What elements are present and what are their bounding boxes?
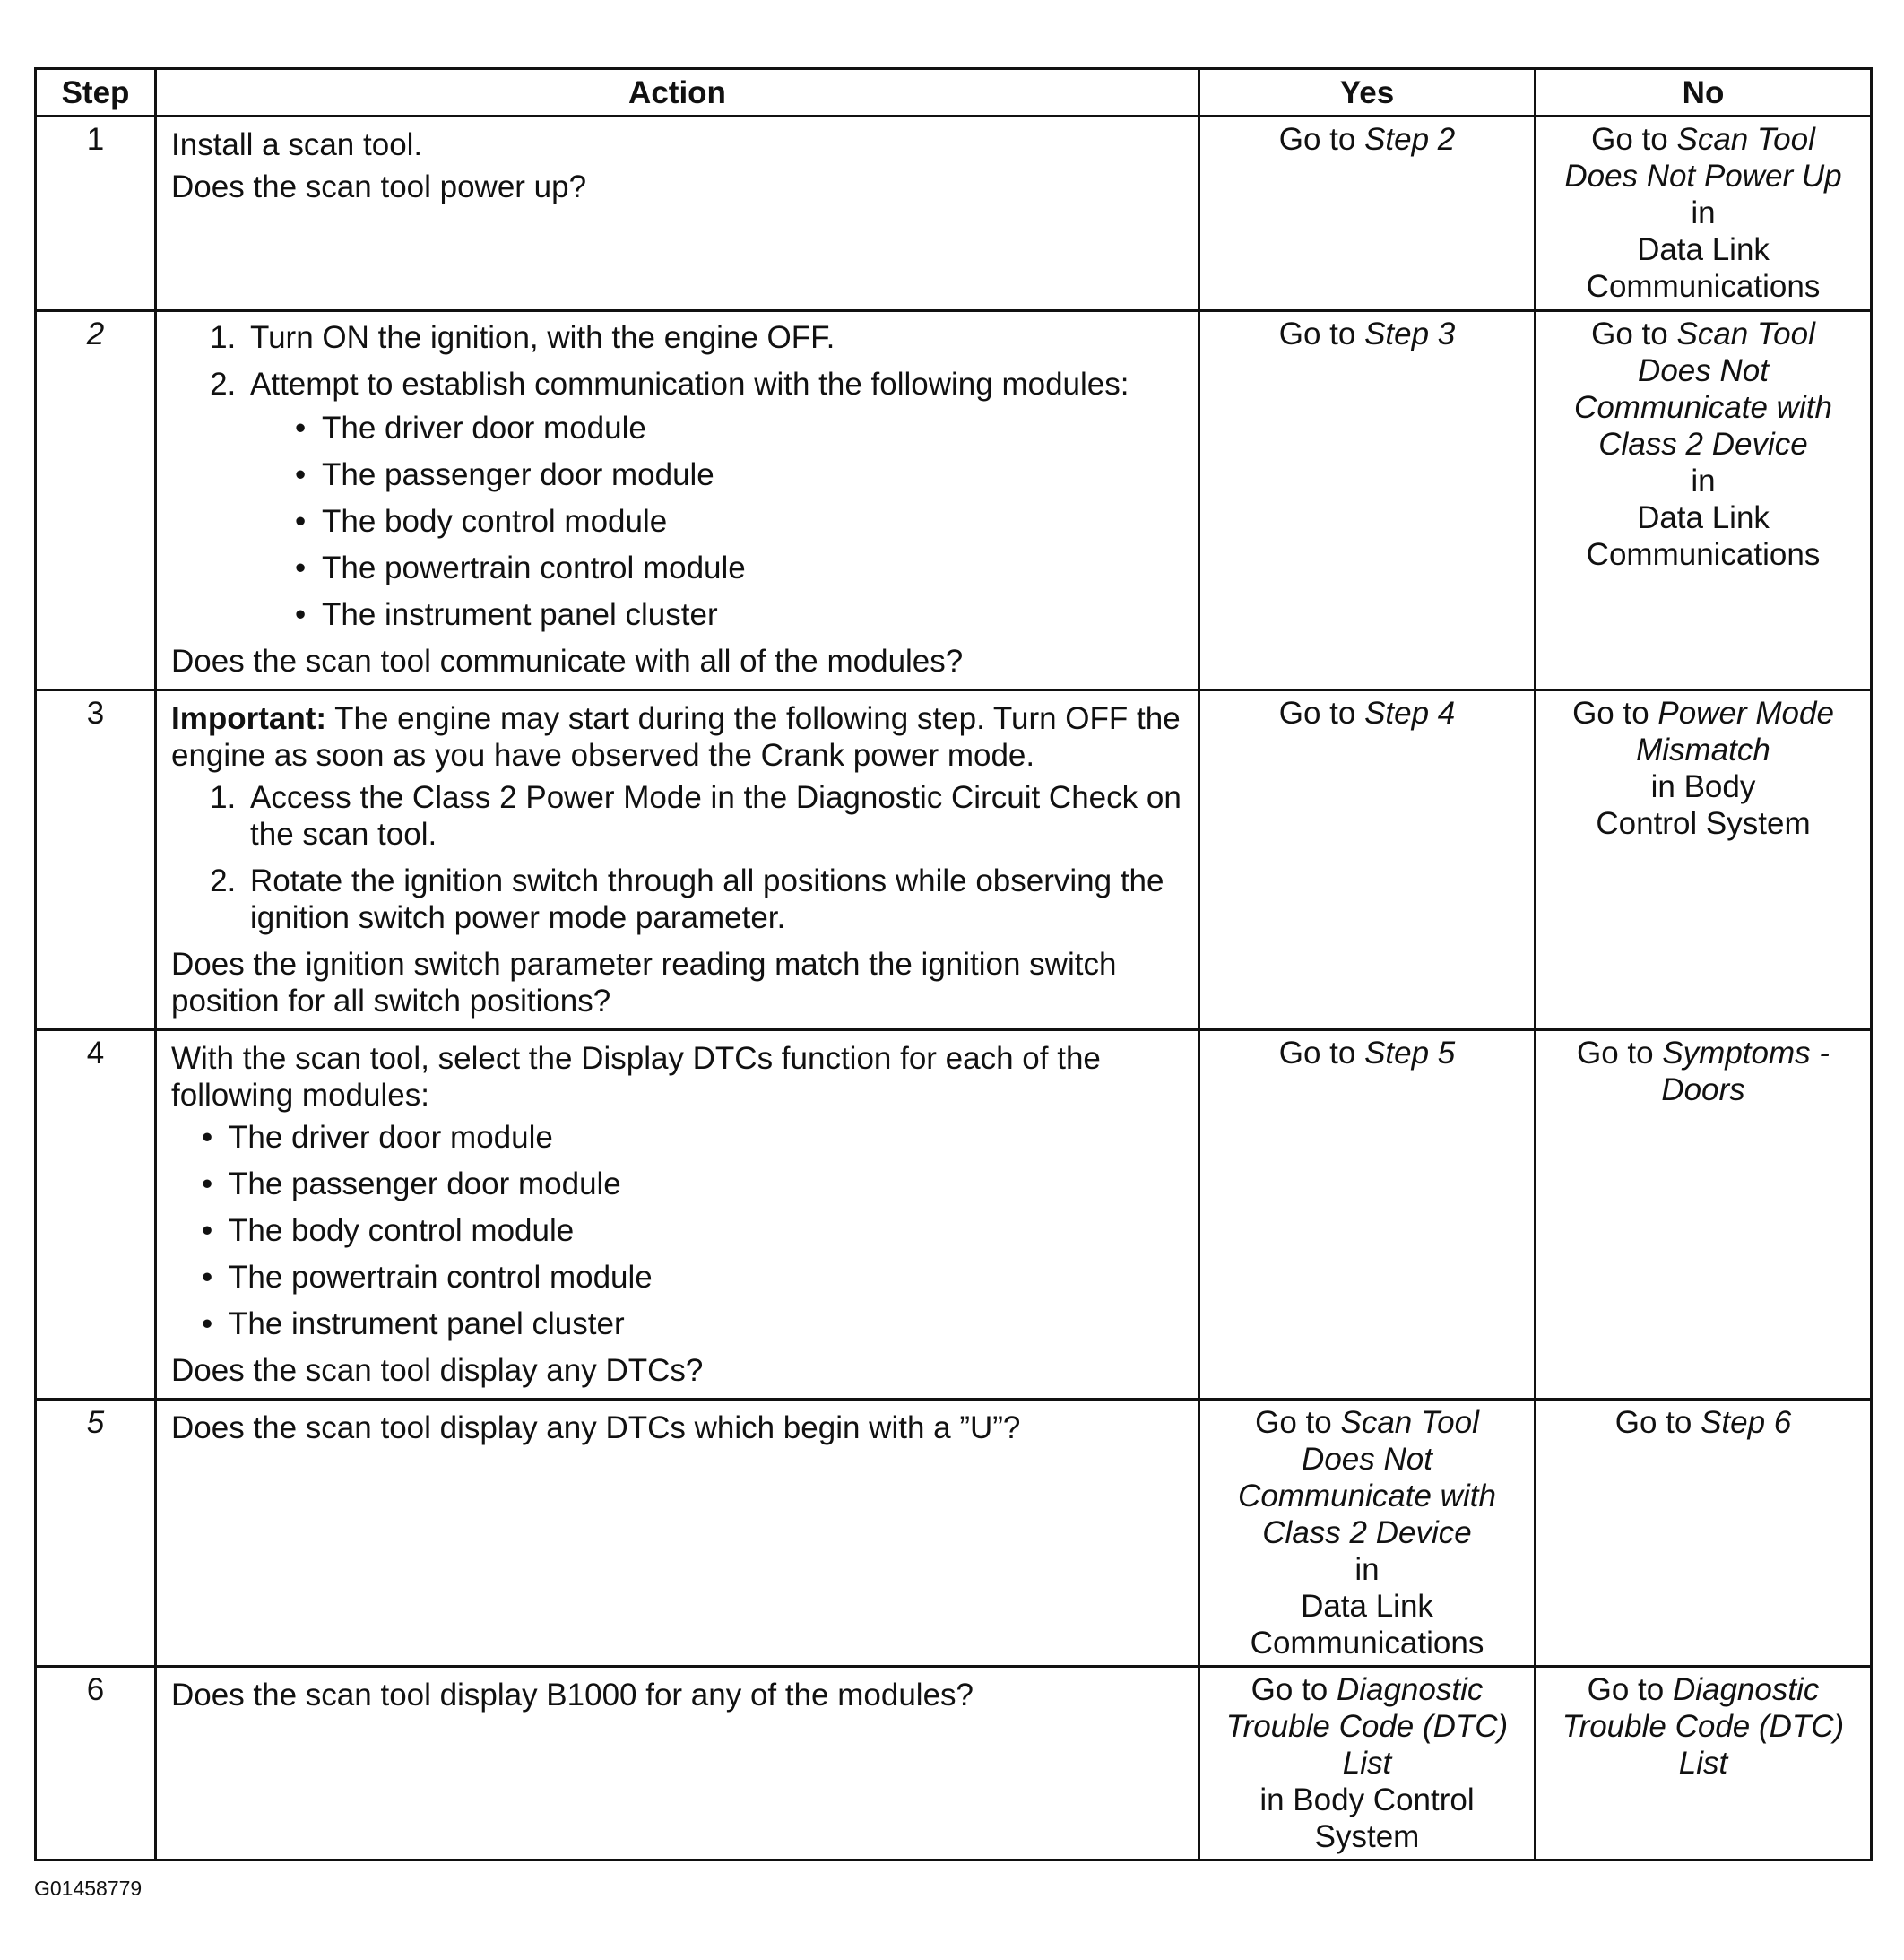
yes-prefix: Go to bbox=[1251, 1672, 1328, 1707]
no-link-title-2[interactable]: Doors bbox=[1661, 1072, 1745, 1107]
list-item: • The body control module bbox=[295, 503, 1183, 540]
table-header-row bbox=[36, 69, 1872, 117]
no-link-title-2[interactable]: Does Not Power Up bbox=[1564, 159, 1842, 194]
yes-section-2: System bbox=[1314, 1819, 1420, 1854]
important-note bbox=[171, 700, 1183, 774]
no-link-title-3[interactable]: Communicate with bbox=[1574, 390, 1832, 425]
yes-link-title-4[interactable]: Class 2 Device bbox=[1262, 1515, 1472, 1550]
yes-link-step[interactable]: Step 4 bbox=[1364, 696, 1456, 731]
yes-link-step[interactable]: Step 3 bbox=[1364, 317, 1456, 351]
yes-cell bbox=[1199, 690, 1536, 1030]
no-section-1: in Body bbox=[1650, 769, 1756, 804]
no-cell bbox=[1536, 1667, 1872, 1860]
action-question: Does the scan tool display any DTCs? bbox=[171, 1353, 704, 1388]
no-in: in bbox=[1691, 195, 1716, 230]
no-section-1: Data Link bbox=[1637, 232, 1770, 267]
yes-section-1: Data Link bbox=[1301, 1589, 1433, 1624]
no-link-title-1[interactable]: Diagnostic bbox=[1672, 1672, 1820, 1707]
action-text: Install a scan tool. bbox=[171, 127, 423, 162]
yes-link-step[interactable]: Step 2 bbox=[1364, 122, 1456, 157]
action-cell bbox=[156, 1400, 1199, 1667]
list-item: • The powertrain control module bbox=[202, 1259, 1183, 1296]
no-link-title-3[interactable]: List bbox=[1678, 1746, 1728, 1781]
header-yes: Yes bbox=[1199, 69, 1536, 117]
no-section-2: Communications bbox=[1586, 269, 1821, 304]
yes-section-1: in Body Control bbox=[1259, 1782, 1475, 1817]
no-section-1: Data Link bbox=[1637, 500, 1770, 535]
list-item: • The driver door module bbox=[202, 1119, 1183, 1156]
action-step-2-text: Attempt to establish communication with the following modules: bbox=[250, 367, 1129, 402]
no-link-title-2[interactable]: Mismatch bbox=[1636, 733, 1770, 768]
table-row bbox=[36, 117, 1872, 311]
list-item: • The passenger door module bbox=[202, 1166, 1183, 1202]
yes-cell bbox=[1199, 117, 1536, 311]
diagnostic-table bbox=[34, 67, 1873, 1861]
yes-cell bbox=[1199, 1030, 1536, 1400]
action-cell bbox=[156, 1667, 1199, 1860]
yes-section-2: Communications bbox=[1250, 1626, 1484, 1661]
list-item: • The instrument panel cluster bbox=[295, 596, 1183, 633]
yes-link-step[interactable]: Step 5 bbox=[1364, 1036, 1456, 1071]
yes-cell bbox=[1199, 1667, 1536, 1860]
figure-id: G01458779 bbox=[34, 1877, 143, 1900]
no-link-title-1[interactable]: Symptoms - bbox=[1662, 1036, 1830, 1071]
no-section-2: Communications bbox=[1586, 537, 1821, 572]
step-number: 6 bbox=[36, 1667, 156, 1860]
table-row bbox=[36, 1030, 1872, 1400]
step-number: 3 bbox=[36, 690, 156, 1030]
yes-prefix: Go to bbox=[1255, 1405, 1332, 1440]
no-cell bbox=[1536, 1030, 1872, 1400]
action-step-1: 1. Access the Class 2 Power Mode in the Diagnostic Circuit Check on the scan tool. bbox=[245, 779, 1183, 853]
no-link-title-2[interactable]: Does Not bbox=[1638, 353, 1769, 388]
action-cell bbox=[156, 311, 1199, 690]
yes-link-title-2[interactable]: Does Not bbox=[1302, 1442, 1432, 1477]
no-prefix: Go to bbox=[1614, 1405, 1692, 1440]
module-list bbox=[171, 1119, 1183, 1342]
no-prefix: Go to bbox=[1572, 696, 1649, 731]
yes-cell bbox=[1199, 311, 1536, 690]
step-number: 5 bbox=[36, 1400, 156, 1667]
no-link-title-2[interactable]: Trouble Code (DTC) bbox=[1562, 1709, 1845, 1744]
important-text: The engine may start during the following step. Turn OFF the engine as soon as you have observed the Crank power mode. bbox=[171, 701, 1181, 773]
list-item: • The driver door module bbox=[295, 410, 1183, 447]
list-item: • The passenger door module bbox=[295, 456, 1183, 493]
yes-cell bbox=[1199, 1400, 1536, 1667]
action-question: Does the ignition switch parameter reading match the ignition switch position for all switch positions? bbox=[171, 947, 1117, 1019]
yes-prefix: Go to bbox=[1278, 122, 1356, 157]
yes-link-title-1[interactable]: Scan Tool bbox=[1340, 1405, 1479, 1440]
action-question: Does the scan tool display B1000 for any of the modules? bbox=[171, 1678, 974, 1713]
action-cell bbox=[156, 1030, 1199, 1400]
no-link-title-4[interactable]: Class 2 Device bbox=[1598, 427, 1808, 462]
yes-link-title-3[interactable]: List bbox=[1342, 1746, 1392, 1781]
yes-link-title-1[interactable]: Diagnostic bbox=[1336, 1672, 1484, 1707]
action-step-1: 1. Turn ON the ignition, with the engine OFF. bbox=[245, 319, 1183, 356]
no-cell bbox=[1536, 690, 1872, 1030]
diagnostic-table-container bbox=[34, 67, 1870, 1861]
no-prefix: Go to bbox=[1591, 317, 1668, 351]
yes-prefix: Go to bbox=[1278, 696, 1356, 731]
step-number: 4 bbox=[36, 1030, 156, 1400]
yes-in: in bbox=[1354, 1552, 1380, 1587]
table-row bbox=[36, 311, 1872, 690]
important-label: Important: bbox=[171, 701, 327, 736]
action-question: Does the scan tool communicate with all of the modules? bbox=[171, 644, 964, 679]
module-list bbox=[250, 410, 1183, 633]
yes-link-title-3[interactable]: Communicate with bbox=[1238, 1479, 1496, 1513]
action-steps bbox=[171, 319, 1183, 633]
no-cell bbox=[1536, 117, 1872, 311]
list-item: • The body control module bbox=[202, 1212, 1183, 1249]
no-section-2: Control System bbox=[1596, 806, 1811, 841]
table-row bbox=[36, 1400, 1872, 1667]
no-link-title-1[interactable]: Scan Tool bbox=[1676, 317, 1815, 351]
action-question: Does the scan tool power up? bbox=[171, 169, 587, 204]
no-in: in bbox=[1691, 464, 1716, 499]
action-intro: With the scan tool, select the Display DTCs function for each of the following modules: bbox=[171, 1041, 1101, 1113]
no-link-title-1[interactable]: Scan Tool bbox=[1676, 122, 1815, 157]
step-number: 2 bbox=[36, 311, 156, 690]
no-cell bbox=[1536, 311, 1872, 690]
table-row bbox=[36, 1667, 1872, 1860]
yes-prefix: Go to bbox=[1278, 317, 1356, 351]
action-question: Does the scan tool display any DTCs which begin with a ”U”? bbox=[171, 1410, 1021, 1445]
no-link-step[interactable]: Step 6 bbox=[1701, 1405, 1792, 1440]
action-step-2: 2. Rotate the ignition switch through all positions while observing the ignition switch power mode parameter. bbox=[245, 863, 1183, 936]
no-prefix: Go to bbox=[1587, 1672, 1665, 1707]
no-link-title-1[interactable]: Power Mode bbox=[1657, 696, 1834, 731]
action-cell bbox=[156, 117, 1199, 311]
yes-prefix: Go to bbox=[1278, 1036, 1356, 1071]
no-cell bbox=[1536, 1400, 1872, 1667]
list-item: • The powertrain control module bbox=[295, 550, 1183, 586]
step-number: 1 bbox=[36, 117, 156, 311]
action-steps bbox=[171, 779, 1183, 936]
action-cell bbox=[156, 690, 1199, 1030]
yes-link-title-2[interactable]: Trouble Code (DTC) bbox=[1225, 1709, 1509, 1744]
action-step-2 bbox=[245, 366, 1183, 633]
no-prefix: Go to bbox=[1576, 1036, 1654, 1071]
header-action: Action bbox=[156, 69, 1199, 117]
header-no: No bbox=[1536, 69, 1872, 117]
no-prefix: Go to bbox=[1591, 122, 1668, 157]
list-item: • The instrument panel cluster bbox=[202, 1305, 1183, 1342]
header-step: Step bbox=[36, 69, 156, 117]
table-row bbox=[36, 690, 1872, 1030]
